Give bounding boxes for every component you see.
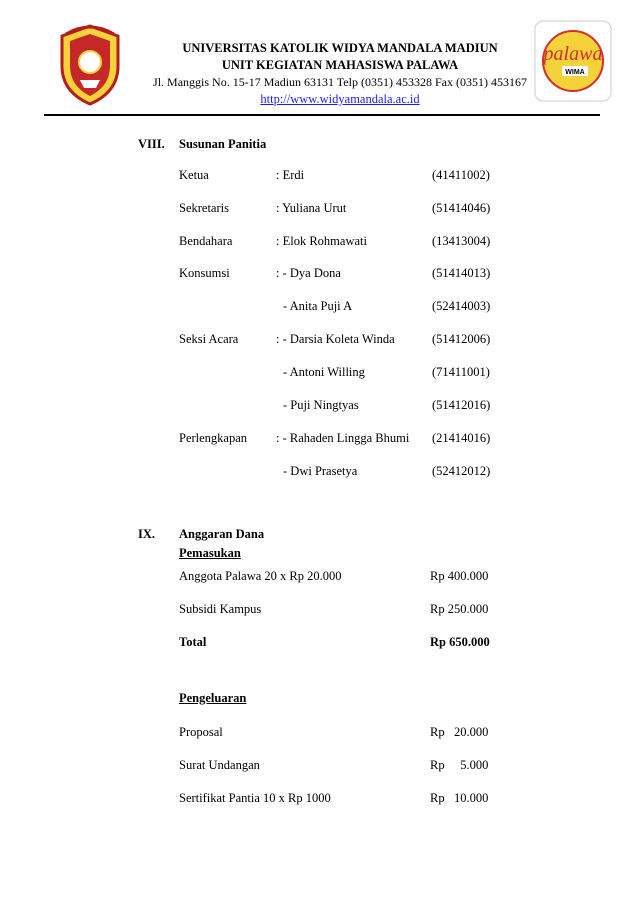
committee-student-id: (51414013) xyxy=(432,266,491,280)
section-9-title: Anggaran Dana xyxy=(179,527,265,541)
income-amount: Rp 650.000 xyxy=(430,635,490,649)
section-8-number: VIII. xyxy=(138,137,165,151)
header-url[interactable] xyxy=(110,91,570,108)
committee-role: Bendahara xyxy=(179,234,233,248)
expense-amount: Rp 5.000 xyxy=(430,758,489,772)
committee-member: - Dwi Prasetya xyxy=(283,464,358,478)
header-line-1: UNIVERSITAS KATOLIK WIDYA MANDALA MADIUN xyxy=(182,41,498,55)
income-amount: Rp 250.000 xyxy=(430,602,489,616)
header-divider xyxy=(44,114,600,116)
palawa-logo-text: palawa xyxy=(543,43,603,65)
committee-role: Sekretaris xyxy=(179,201,229,215)
committee-student-id: (51414046) xyxy=(432,201,491,215)
expense-item: Sertifikat Pantia 10 x Rp 1000 xyxy=(179,791,331,805)
expense-heading: Pengeluaran xyxy=(179,691,247,705)
committee-role: Seksi Acara xyxy=(179,332,239,346)
header-address: Jl. Manggis No. 15-17 Madiun 63131 Telp (0351) 453328 Fax (0351) 453167 xyxy=(153,75,527,89)
committee-member: : - Rahaden Lingga Bhumi xyxy=(276,431,410,445)
expense-item: Proposal xyxy=(179,725,223,739)
committee-student-id: (41411002) xyxy=(432,168,490,182)
committee-member: : Yuliana Urut xyxy=(276,201,347,215)
committee-student-id: (52414003) xyxy=(432,299,491,313)
wima-logo-text: WIMA xyxy=(565,69,585,76)
committee-role: Konsumsi xyxy=(179,266,230,280)
committee-member: - Antoni Willing xyxy=(283,365,365,379)
expense-item: Surat Undangan xyxy=(179,758,260,772)
committee-student-id: (21414016) xyxy=(432,431,491,445)
committee-member: : Erdi xyxy=(276,168,305,182)
income-item: Anggota Palawa 20 x Rp 20.000 xyxy=(179,569,342,583)
committee-member: - Anita Puji A xyxy=(283,299,353,313)
committee-student-id: (51412006) xyxy=(432,332,491,346)
income-item: Total xyxy=(179,635,207,649)
expense-amount: Rp 10.000 xyxy=(430,791,489,805)
expense-amount: Rp 20.000 xyxy=(430,725,489,739)
committee-member: : Elok Rohmawati xyxy=(276,234,367,248)
income-amount: Rp 400.000 xyxy=(430,569,489,583)
committee-role: Ketua xyxy=(179,168,209,182)
committee-student-id: (13413004) xyxy=(432,234,491,248)
section-8-title: Susunan Panitia xyxy=(179,137,267,151)
committee-member: - Puji Ningtyas xyxy=(283,398,359,412)
committee-student-id: (52412012) xyxy=(432,464,491,478)
committee-member: : - Darsia Koleta Winda xyxy=(276,332,395,346)
committee-role: Perlengkapan xyxy=(179,431,248,445)
income-heading: Pemasukan xyxy=(179,546,241,560)
committee-student-id: (51412016) xyxy=(432,398,491,412)
income-item: Subsidi Kampus xyxy=(179,602,262,616)
committee-student-id: (71411001) xyxy=(432,365,490,379)
section-9-number: IX. xyxy=(138,527,156,541)
header-line-2: UNIT KEGIATAN MAHASISWA PALAWA xyxy=(221,58,459,72)
website-link[interactable]: http://www.widyamandala.ac.id xyxy=(260,92,420,106)
committee-member: : - Dya Dona xyxy=(276,266,341,280)
